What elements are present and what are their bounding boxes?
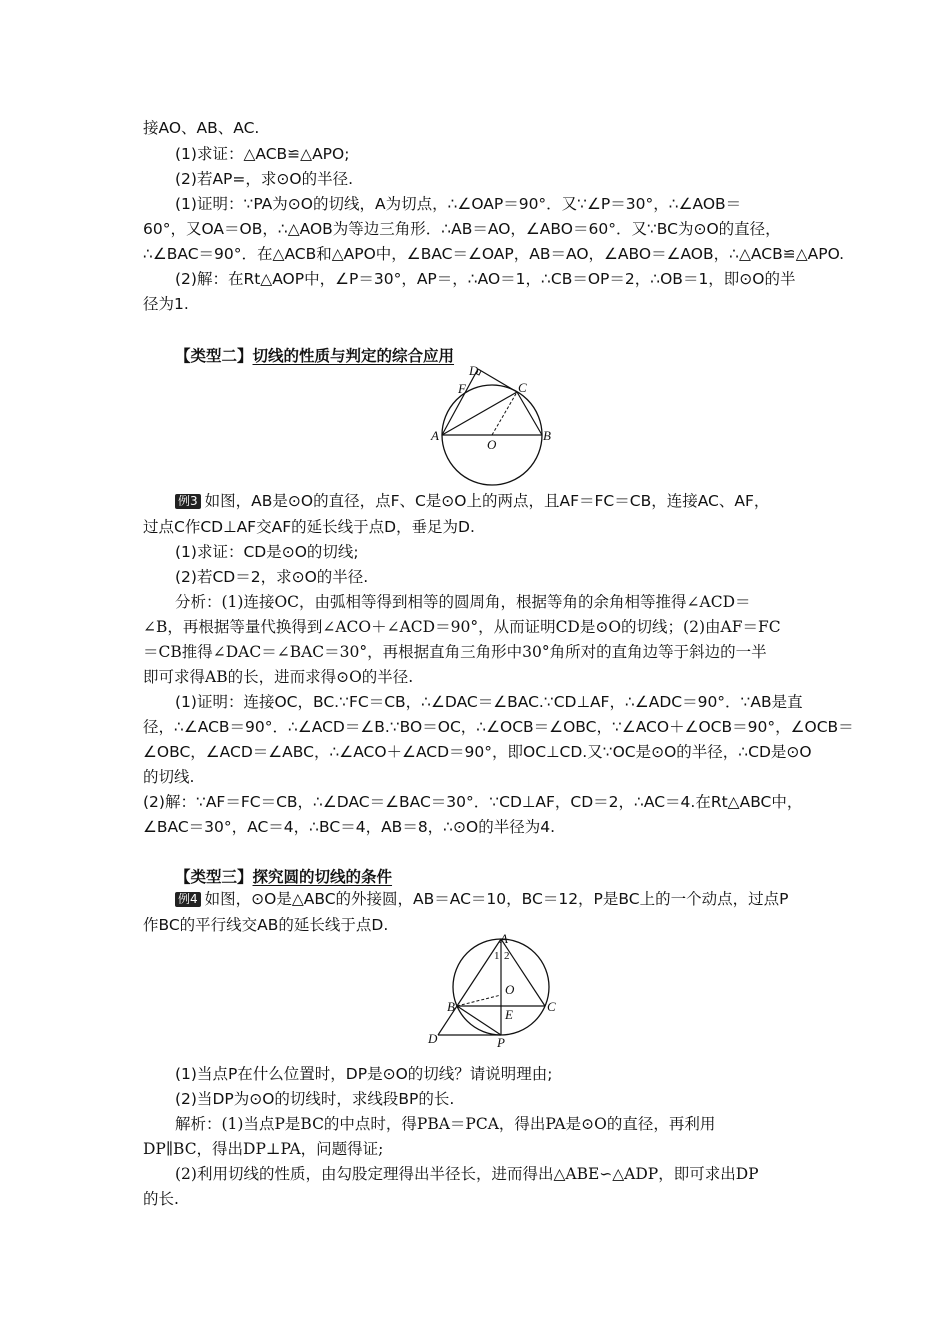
example-4-line: [175, 888, 788, 910]
label-D: D: [428, 1031, 438, 1046]
label-D: D: [469, 363, 479, 378]
label-P: P: [497, 1035, 505, 1050]
section-heading: [175, 866, 392, 888]
section-title: 切线的性质与判定的综合应用: [252, 347, 455, 365]
text-line: (2)若AP=，求⊙O的半径.: [175, 170, 354, 188]
text-line: 解析：(1)当点P是BC的中点时，得PBA＝PCA，得出PA是⊙O的直径，再利用: [175, 1115, 716, 1133]
label-C: C: [547, 999, 556, 1014]
text-line: (1)当点P在什么位置时，DP是⊙O的切线？请说明理由;: [175, 1065, 553, 1083]
label-A: A: [431, 428, 439, 443]
text-line: ＝CB推得∠DAC＝∠BAC＝30°，再根据直角三角形中30°角所对的直角边等于斜边的一半: [143, 643, 767, 661]
example-tag: 例4: [175, 892, 201, 907]
text-line: (1)求证：CD是⊙O的切线;: [175, 543, 359, 561]
example-tag: 例3: [175, 494, 201, 509]
text-line: 作BC的平行线交AB的延长线于点D.: [143, 916, 389, 934]
label-O: O: [505, 982, 515, 997]
text-line: (2)若CD＝2，求⊙O的半径.: [175, 568, 369, 586]
section-heading: [175, 345, 454, 367]
text-line: 径，∴∠ACB＝90°．∴∠ACD＝∠B.∵BO＝OC，∴∠OCB＝∠OBC，∵∠ACO＋∠OCB＝90°，∠OCB＝: [143, 718, 854, 736]
text-line: ∠OBC，∠ACD＝∠ABC，∴∠ACO＋∠ACD＝90°，即OC⊥CD.又∵OC是⊙O的半径，∴CD是⊙O: [143, 743, 812, 761]
text-line: 的长.: [143, 1190, 179, 1208]
text-line: (2)当DP为⊙O的切线时，求线段BP的长.: [175, 1090, 455, 1108]
label-2: 2: [504, 950, 510, 962]
text-line: 60°，又OA＝OB，∴△AOB为等边三角形．∴AB＝AO，∠ABO＝60°．又∵BC为⊙O的直径，: [143, 220, 781, 238]
text-line: 如图，⊙O是△ABC的外接圆，AB＝AC＝10，BC＝12，P是BC上的一个动点，过点P: [204, 890, 789, 908]
label-E: E: [505, 1007, 513, 1022]
text-line: ∴∠BAC＝90°．在△ACB和△APO中，∠BAC＝∠OAP，AB＝AO，∠ABO＝∠AOB，∴△ACB≌△APO.: [143, 245, 845, 263]
text-line: 即可求得AB的长，进而求得⊙O的半径.: [143, 668, 414, 686]
section-title: 探究圆的切线的条件: [252, 868, 393, 886]
circle-figure-2: [420, 932, 570, 1050]
label-B: B: [543, 428, 551, 443]
text-line: (2)解：∵AF＝FC＝CB，∴∠DAC＝∠BAC＝30°．∵CD⊥AF，CD＝2，∴AC＝4.在Rt△ABC中，: [143, 793, 803, 811]
text-line: 径为1.: [143, 295, 189, 313]
example-3-line: [175, 490, 769, 512]
text-line: 如图，AB是⊙O的直径，点F、C是⊙O上的两点，且AF＝FC＝CB，连接AC、AF，: [204, 492, 770, 510]
text-line: 过点C作CD⊥AF交AF的延长线于点D，垂足为D.: [143, 518, 475, 536]
label-B: B: [447, 999, 455, 1014]
label-F: F: [458, 381, 466, 396]
text-line: ∠BAC＝30°，AC＝4，∴BC＝4，AB＝8，∴⊙O的半径为4.: [143, 818, 556, 836]
label-A: A: [500, 932, 508, 946]
text-line: 接AO、AB、AC.: [143, 119, 260, 137]
label-C: C: [518, 380, 527, 395]
circle-figure-1: [425, 363, 565, 487]
text-line: ∠B，再根据等量代换得到∠ACO＋∠ACD＝90°，从而证明CD是⊙O的切线；(2)由AF＝FC: [143, 618, 781, 636]
text-line: 的切线.: [143, 768, 195, 786]
text-line: DP∥BC，得出DP⊥PA，问题得证;: [143, 1140, 384, 1158]
text-line: (2)解：在Rt△AOP中，∠P＝30°，AP＝，∴AO＝1，∴CB＝OP＝2，∴OB＝1，即⊙O的半: [175, 270, 796, 288]
text-line: 分析：(1)连接OC，由弧相等得到相等的圆周角，根据等角的余角相等推得∠ACD＝: [175, 593, 751, 611]
text-line: (1)求证：△ACB≌△APO;: [175, 145, 350, 163]
text-line: (1)证明：连接OC，BC.∵FC＝CB，∴∠DAC＝∠BAC.∵CD⊥AF，∴∠ADC＝90°．∵AB是直: [175, 693, 803, 711]
section-tag: 【类型二】: [175, 347, 253, 365]
label-O: O: [487, 437, 497, 452]
text-line: (2)利用切线的性质，由勾股定理得出半径长，进而得出△ABE∽△ADP，即可求出DP: [175, 1165, 759, 1183]
text-line: (1)证明：∵PA为⊙O的切线，A为切点，∴∠OAP＝90°．又∵∠P＝30°，∴∠AOB＝: [175, 195, 742, 213]
label-1: 1: [494, 950, 500, 962]
section-tag: 【类型三】: [175, 868, 253, 886]
